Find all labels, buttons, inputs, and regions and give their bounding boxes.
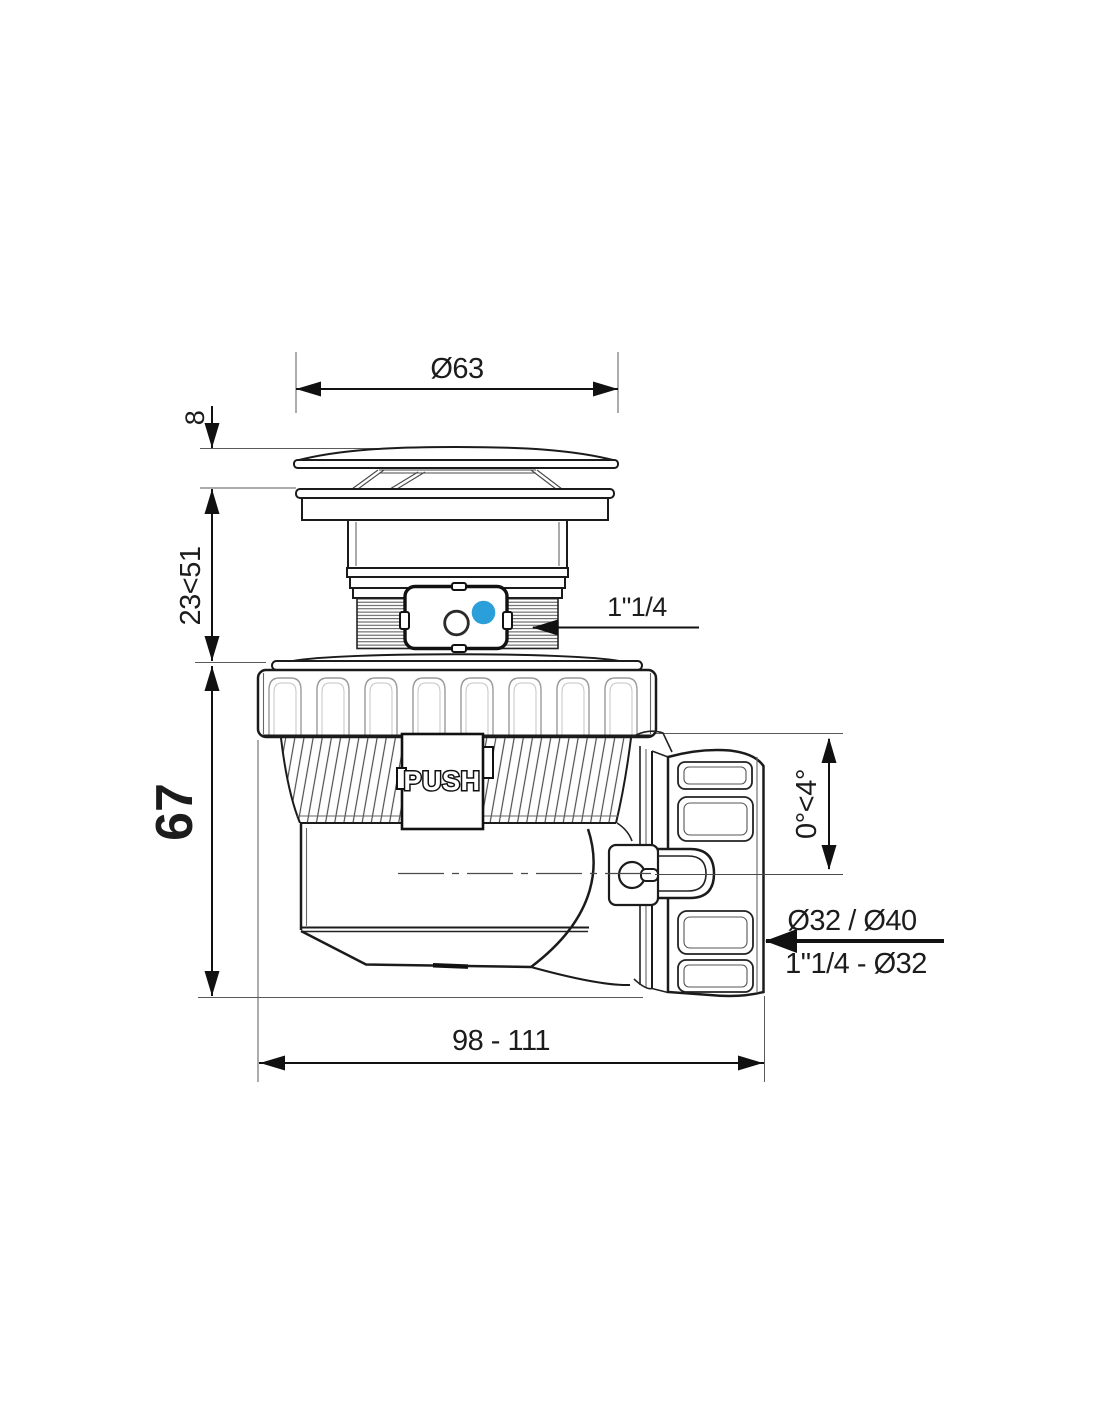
dim-label-adjustable-height: 23<51 — [175, 546, 207, 626]
dimension-outlet-connection — [765, 905, 944, 980]
dim-label-body-height: 67 — [146, 783, 204, 841]
base-plate — [272, 654, 642, 670]
trap-body — [301, 823, 632, 985]
dimension-adjustable-height — [175, 489, 220, 661]
dim-label-cap-height: 8 — [180, 410, 210, 426]
dimension-cap-height — [180, 406, 220, 448]
dim-label-overall-length: 98 - 111 — [451, 1025, 551, 1057]
dimension-cap-diameter — [296, 353, 618, 397]
locking-nut — [258, 670, 656, 737]
dimension-body-height — [146, 666, 220, 996]
dim-label-outlet-reduction: 1"1/4 - Ø32 — [785, 948, 927, 980]
dim-label-cap-diameter: Ø63 — [430, 353, 484, 385]
dim-label-outlet-diameters: Ø32 / Ø40 — [787, 905, 917, 937]
dim-label-outlet-angle: 0°<4° — [791, 769, 823, 839]
white-indicator-dot — [445, 611, 469, 635]
drain-flange — [296, 489, 614, 520]
push-label: PUSH — [403, 766, 481, 796]
keyhole-bracket — [609, 845, 658, 905]
dim-label-inlet-thread: 1"1/4 — [607, 592, 667, 622]
dimension-overall-length — [259, 1025, 764, 1071]
blue-indicator-dot — [472, 601, 496, 625]
drain-cap — [294, 447, 618, 489]
u-clip — [652, 849, 714, 898]
push-button-tab — [397, 734, 493, 829]
clamp-indicator — [400, 583, 512, 652]
dimension-outlet-angle — [791, 738, 837, 871]
cap-underside — [352, 470, 562, 489]
